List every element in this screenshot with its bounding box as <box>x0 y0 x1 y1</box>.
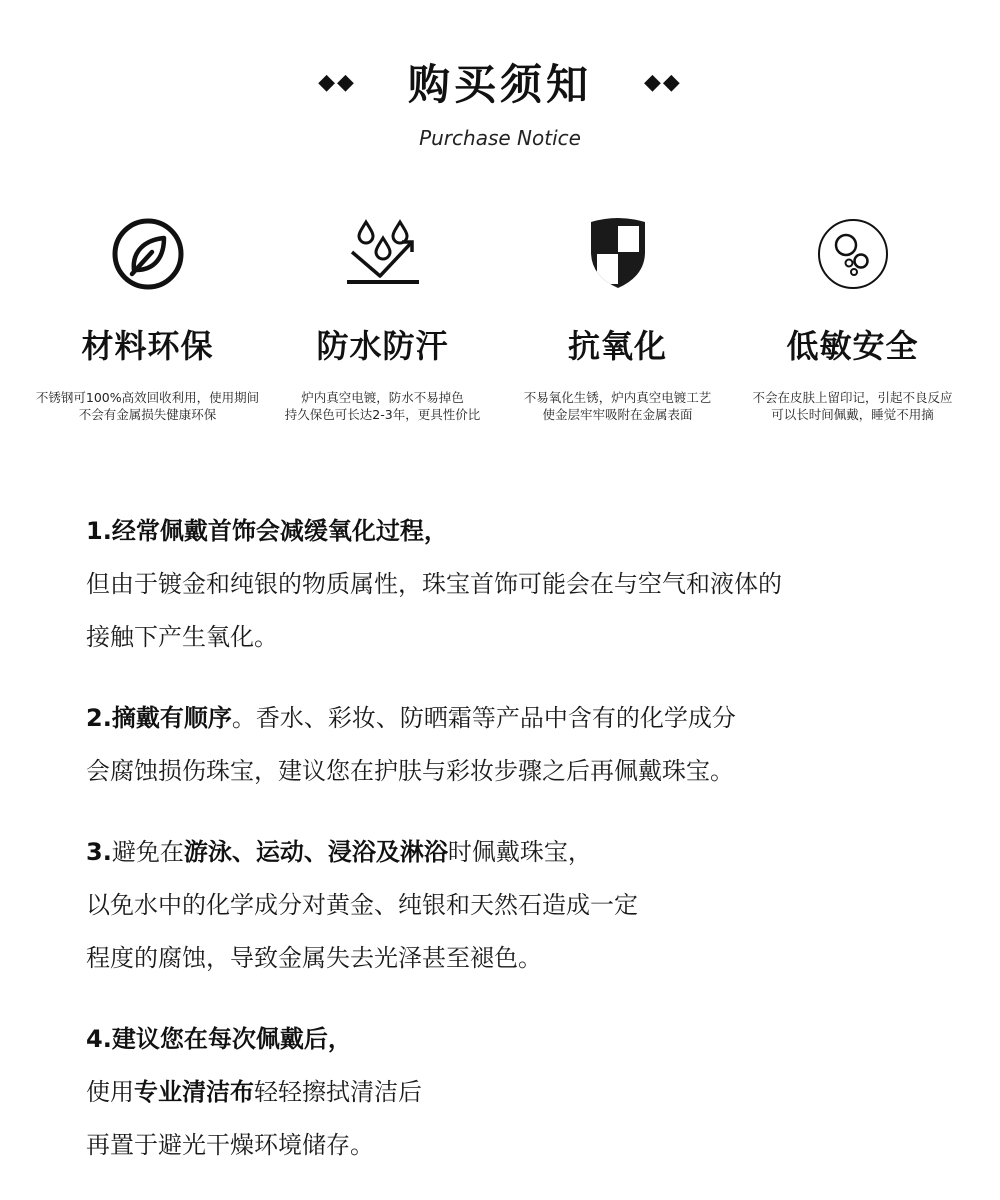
leaf-icon <box>30 215 265 293</box>
notice-emphasis: 专业清洁布 <box>134 1078 254 1106</box>
notice-text: 程度的腐蚀，导致金属失去光泽甚至褪色。 <box>86 944 542 972</box>
notice-heading: 2.摘戴有顺序 <box>86 704 232 732</box>
feature-desc-line: 炉内真空电镀，防水不易掉色 <box>301 390 464 405</box>
feature-waterproof <box>265 215 500 423</box>
feature-desc-line: 不会有金属损失健康环保 <box>78 407 217 422</box>
notice-item-1 <box>86 505 946 664</box>
header <box>0 52 1000 150</box>
notice-text: 使用 <box>86 1078 134 1106</box>
notice-line <box>86 826 946 879</box>
notice-text: 但由于镀金和纯银的物质属性，珠宝首饰可能会在与空气和液体的 <box>86 570 782 598</box>
feature-desc-line: 使金层牢牢吸附在金属表面 <box>542 407 693 422</box>
notice-text: 会腐蚀损伤珠宝，建议您在护肤与彩妆步骤之后再佩戴珠宝。 <box>86 757 734 785</box>
title-row <box>0 52 1000 112</box>
notice-text: 时佩戴珠宝， <box>447 838 592 866</box>
feature-name: 抗氧化 <box>567 327 667 365</box>
feature-desc-line: 不易氧化生锈，炉内真空电镀工艺 <box>523 390 712 405</box>
feature-eco <box>30 215 265 423</box>
diamond-left-icon: ◆◆ <box>318 69 356 95</box>
feature-anti-oxidation <box>500 215 735 423</box>
notice-text: 再置于避光干燥环境储存。 <box>86 1131 374 1159</box>
notice-line <box>86 692 946 745</box>
notice-heading: 4.建议您在每次佩戴后， <box>86 1025 352 1053</box>
notice-emphasis: 游泳、运动、浸浴及淋浴 <box>183 838 448 866</box>
feature-desc-line: 可以长时间佩戴，睡觉不用摘 <box>771 407 934 422</box>
page-subtitle: Purchase Notice <box>419 126 581 150</box>
feature-name: 防水防汗 <box>316 327 449 365</box>
notice-item-4 <box>86 1013 946 1172</box>
feature-name: 材料环保 <box>81 327 214 365</box>
notice-text: 接触下产生氧化。 <box>86 623 278 651</box>
notice-text: 。香水、彩妆、防晒霜等产品中含有的化学成分 <box>231 704 736 732</box>
notice-list <box>86 505 946 1200</box>
notice-line <box>86 1066 946 1119</box>
notice-text: 轻轻擦拭清洁后 <box>254 1078 422 1106</box>
feature-row <box>30 215 970 423</box>
feature-desc-line: 不锈钢可100%高效回收利用，使用期间 <box>35 390 260 405</box>
feature-hypoallergenic <box>735 215 970 423</box>
notice-heading: 1.经常佩戴首饰会减缓氧化过程， <box>86 517 448 545</box>
feature-desc-line: 持久保色可长达2-3年，更具性价比 <box>284 407 481 422</box>
notice-item-2 <box>86 692 946 798</box>
notice-text: 避免在 <box>111 838 184 866</box>
bubbles-icon <box>735 215 970 293</box>
page-title: 购买须知 <box>407 60 592 109</box>
diamond-right-icon: ◆◆ <box>644 69 682 95</box>
feature-desc-line: 不会在皮肤上留印记，引起不良反应 <box>752 390 953 405</box>
notice-text: 以免水中的化学成分对黄金、纯银和天然石造成一定 <box>86 891 638 919</box>
water-drops-icon <box>265 215 500 293</box>
notice-number: 3. <box>86 838 112 866</box>
shield-icon <box>500 215 735 293</box>
notice-item-3 <box>86 826 946 985</box>
feature-name: 低敏安全 <box>786 327 919 365</box>
